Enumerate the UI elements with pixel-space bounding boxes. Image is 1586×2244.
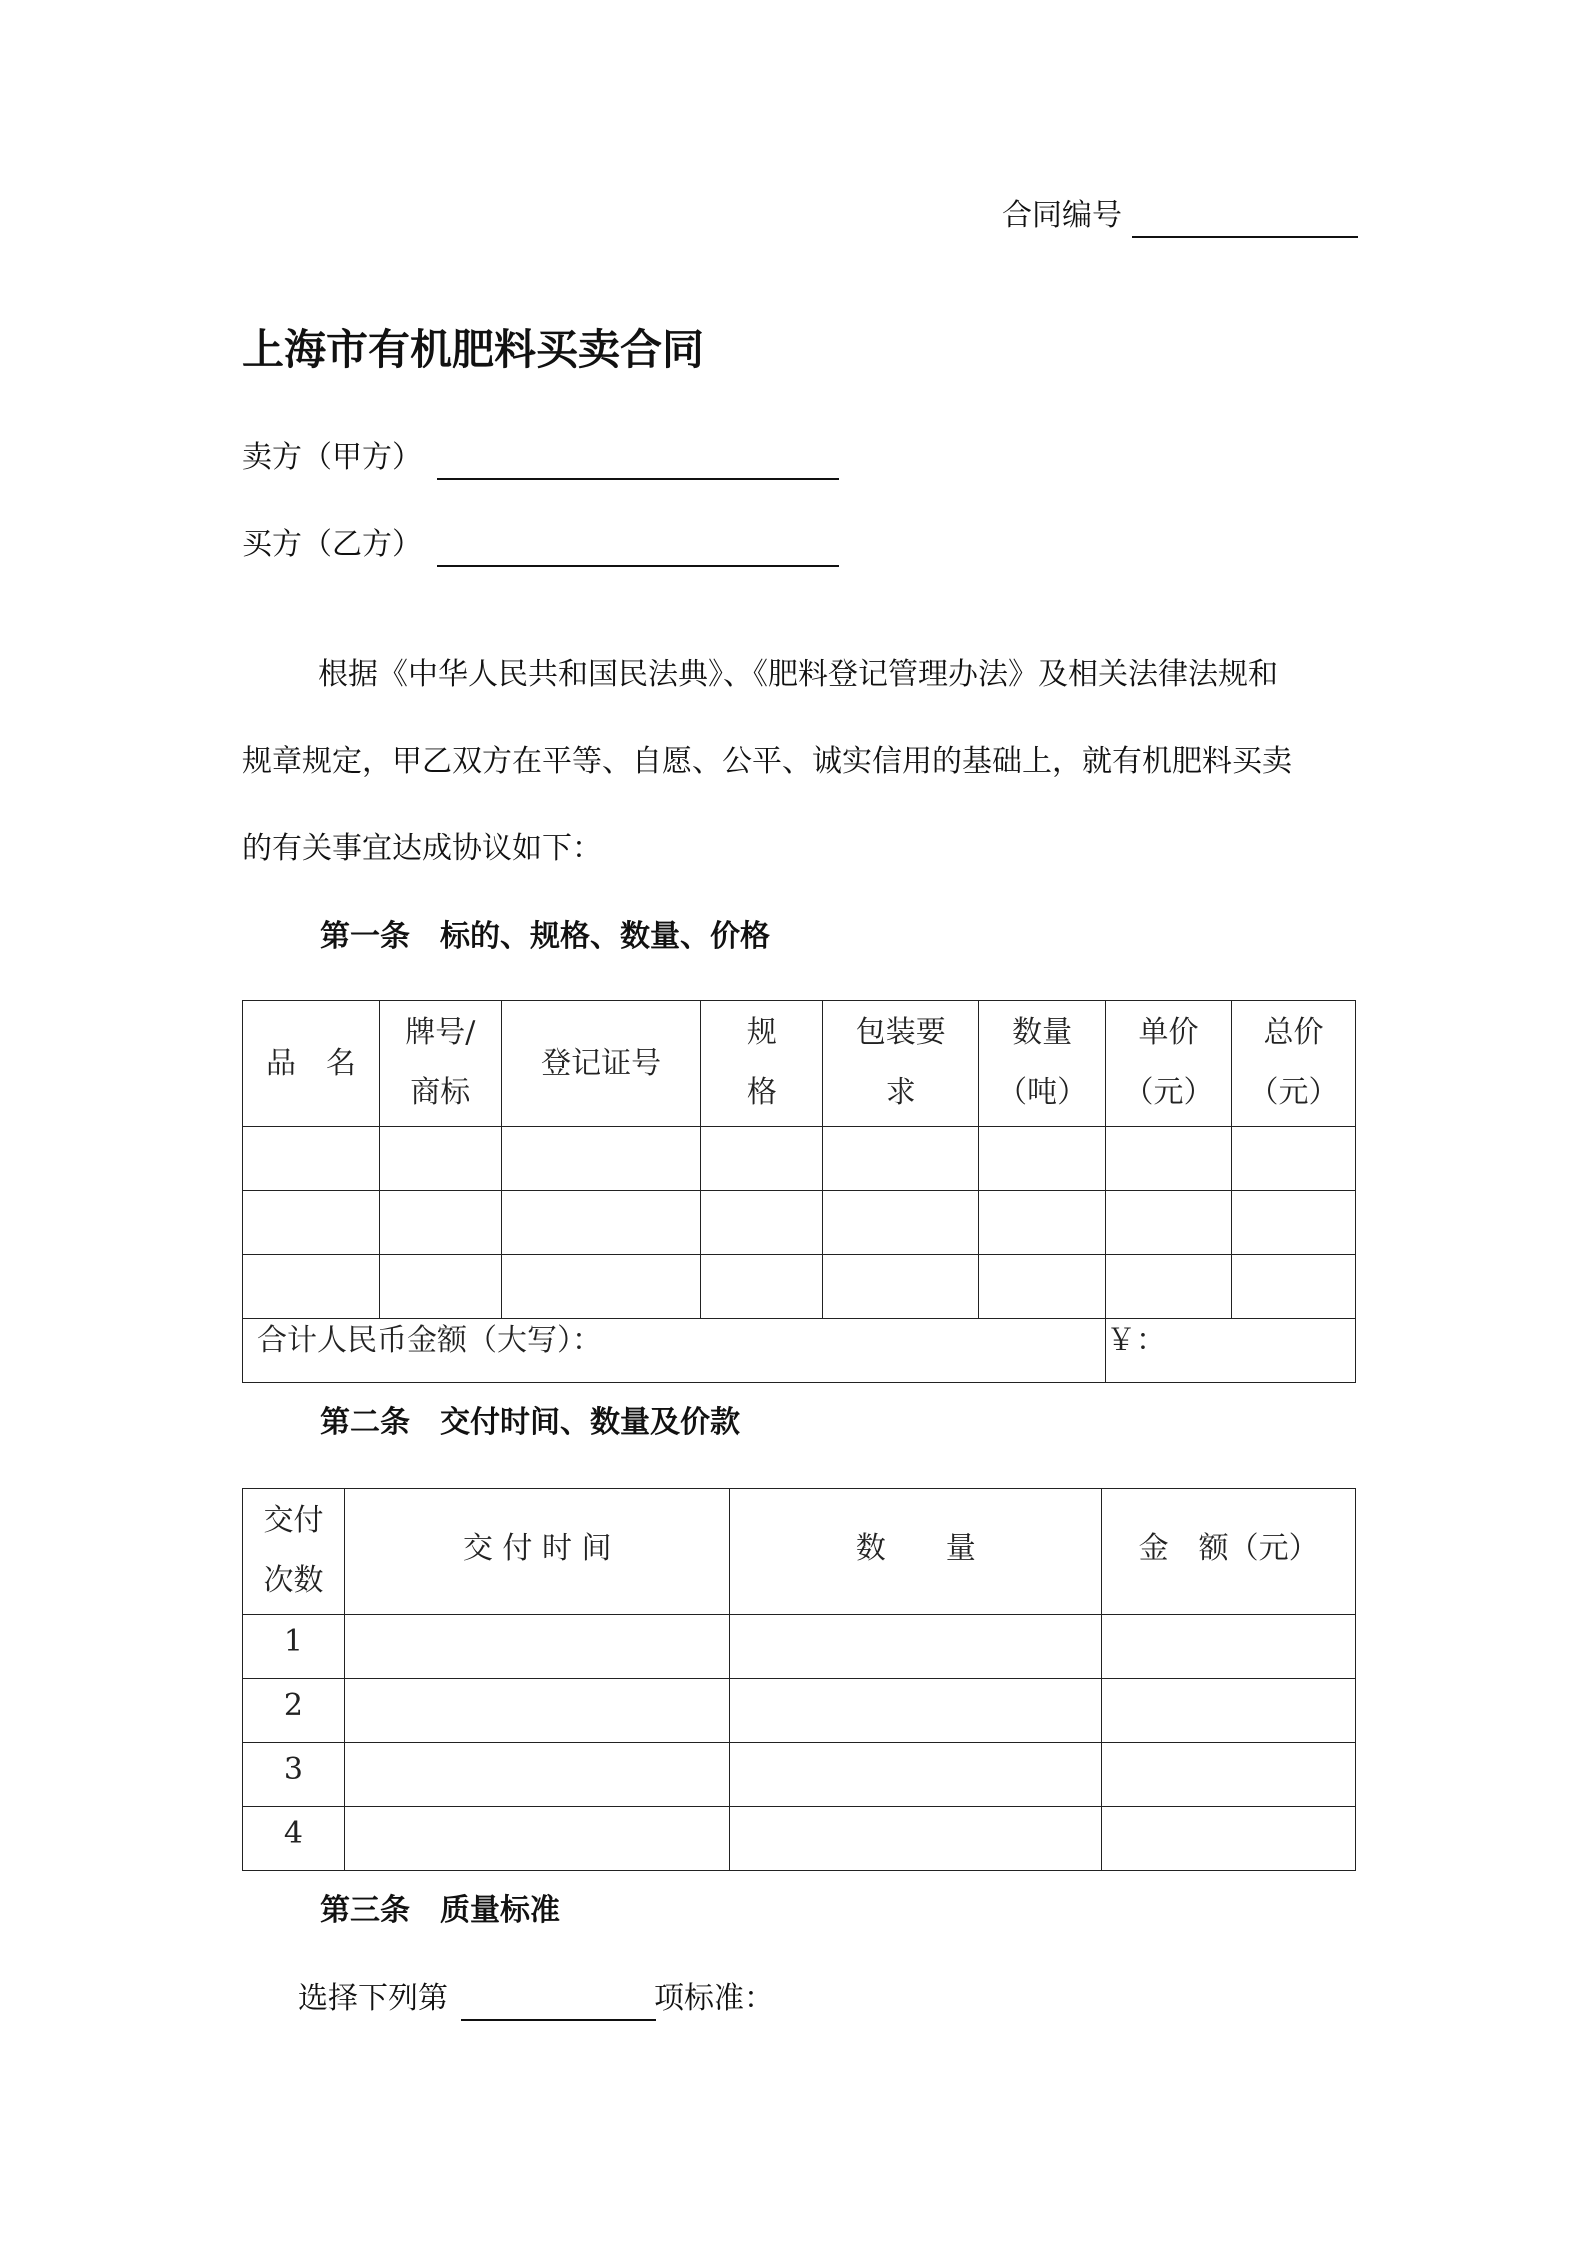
table-row: [243, 1743, 1356, 1807]
cell[interactable]: [730, 1743, 1102, 1807]
cell[interactable]: [344, 1807, 730, 1871]
cell[interactable]: [1102, 1743, 1356, 1807]
header-quantity: 数量 （吨）: [979, 1001, 1106, 1127]
cell[interactable]: [501, 1255, 701, 1319]
table-row: [243, 1191, 1356, 1255]
table-row: [243, 1679, 1356, 1743]
header-packaging: 包装要 求: [823, 1001, 979, 1127]
article3-heading: 第三条 质量标准: [320, 1893, 560, 1928]
cell[interactable]: [344, 1679, 730, 1743]
cell[interactable]: [501, 1127, 701, 1191]
standard-item-field[interactable]: [461, 2019, 656, 2021]
cell[interactable]: [823, 1127, 979, 1191]
cell[interactable]: [379, 1127, 501, 1191]
cell[interactable]: [701, 1255, 823, 1319]
header-product-name: 品 名: [243, 1001, 380, 1127]
header-quantity: 数 量: [730, 1489, 1102, 1615]
cell[interactable]: [823, 1191, 979, 1255]
cell[interactable]: [1102, 1615, 1356, 1679]
cell[interactable]: [701, 1191, 823, 1255]
cell[interactable]: [1102, 1679, 1356, 1743]
cell[interactable]: [379, 1255, 501, 1319]
total-row: [243, 1319, 1356, 1383]
table-row: [243, 1615, 1356, 1679]
cell[interactable]: [979, 1255, 1106, 1319]
article2-heading: 第二条 交付时间、数量及价款: [320, 1405, 740, 1440]
select-suffix: 项标准：: [654, 1981, 774, 2016]
cell[interactable]: [1106, 1255, 1232, 1319]
cell[interactable]: [379, 1191, 501, 1255]
cell[interactable]: [1106, 1191, 1232, 1255]
cell[interactable]: [979, 1191, 1106, 1255]
select-prefix: 选择下列第: [298, 1981, 448, 2016]
contract-number-label: 合同编号: [1002, 198, 1122, 233]
cell[interactable]: [730, 1807, 1102, 1871]
table-row: [243, 1255, 1356, 1319]
cell[interactable]: [1102, 1807, 1356, 1871]
delivery-table: [242, 1488, 1356, 1871]
cell[interactable]: [1231, 1255, 1355, 1319]
header-total-price: 总价 （元）: [1231, 1001, 1355, 1127]
header-unit-price: 单价 （元）: [1106, 1001, 1232, 1127]
seller-label: 卖方（甲方）: [242, 440, 422, 475]
header-delivery-count: 交付 次数: [243, 1489, 345, 1615]
table-header-row: [243, 1001, 1356, 1127]
intro-line: 的有关事宜达成协议如下：: [242, 831, 602, 866]
seller-field[interactable]: [437, 478, 839, 480]
cell[interactable]: [243, 1191, 380, 1255]
cell[interactable]: [344, 1743, 730, 1807]
row-number: 2: [243, 1679, 345, 1743]
intro-line: 规章规定，甲乙双方在平等、自愿、公平、诚实信用的基础上，就有机肥料买卖: [242, 744, 1292, 779]
table-row: [243, 1127, 1356, 1191]
cell[interactable]: [730, 1679, 1102, 1743]
cell[interactable]: [344, 1615, 730, 1679]
buyer-field[interactable]: [437, 565, 839, 567]
cell[interactable]: [701, 1127, 823, 1191]
yuan-label: ￥：: [1106, 1319, 1356, 1383]
cell[interactable]: [1106, 1127, 1232, 1191]
table-header-row: [243, 1489, 1356, 1615]
cell[interactable]: [243, 1127, 380, 1191]
header-registration-no: 登记证号: [501, 1001, 701, 1127]
header-delivery-time: 交 付 时 间: [344, 1489, 730, 1615]
row-number: 4: [243, 1807, 345, 1871]
cell[interactable]: [730, 1615, 1102, 1679]
cell[interactable]: [1231, 1191, 1355, 1255]
intro-line: 根据《中华人民共和国民法典》、《肥料登记管理办法》及相关法律法规和: [318, 657, 1278, 692]
table-row: [243, 1807, 1356, 1871]
cell[interactable]: [979, 1127, 1106, 1191]
row-number: 1: [243, 1615, 345, 1679]
cell[interactable]: [501, 1191, 701, 1255]
cell[interactable]: [243, 1255, 380, 1319]
goods-table: [242, 1000, 1356, 1383]
buyer-label: 买方（乙方）: [242, 527, 422, 562]
header-brand: 牌号/ 商标: [379, 1001, 501, 1127]
total-amount-label: 合计人民币金额（大写）：: [243, 1319, 1106, 1383]
header-spec: 规 格: [701, 1001, 823, 1127]
contract-number-field[interactable]: [1132, 236, 1358, 238]
cell[interactable]: [823, 1255, 979, 1319]
header-amount: 金 额（元）: [1102, 1489, 1356, 1615]
page-title: 上海市有机肥料买卖合同: [242, 325, 705, 374]
row-number: 3: [243, 1743, 345, 1807]
cell[interactable]: [1231, 1127, 1355, 1191]
article1-heading: 第一条 标的、规格、数量、价格: [320, 919, 770, 954]
